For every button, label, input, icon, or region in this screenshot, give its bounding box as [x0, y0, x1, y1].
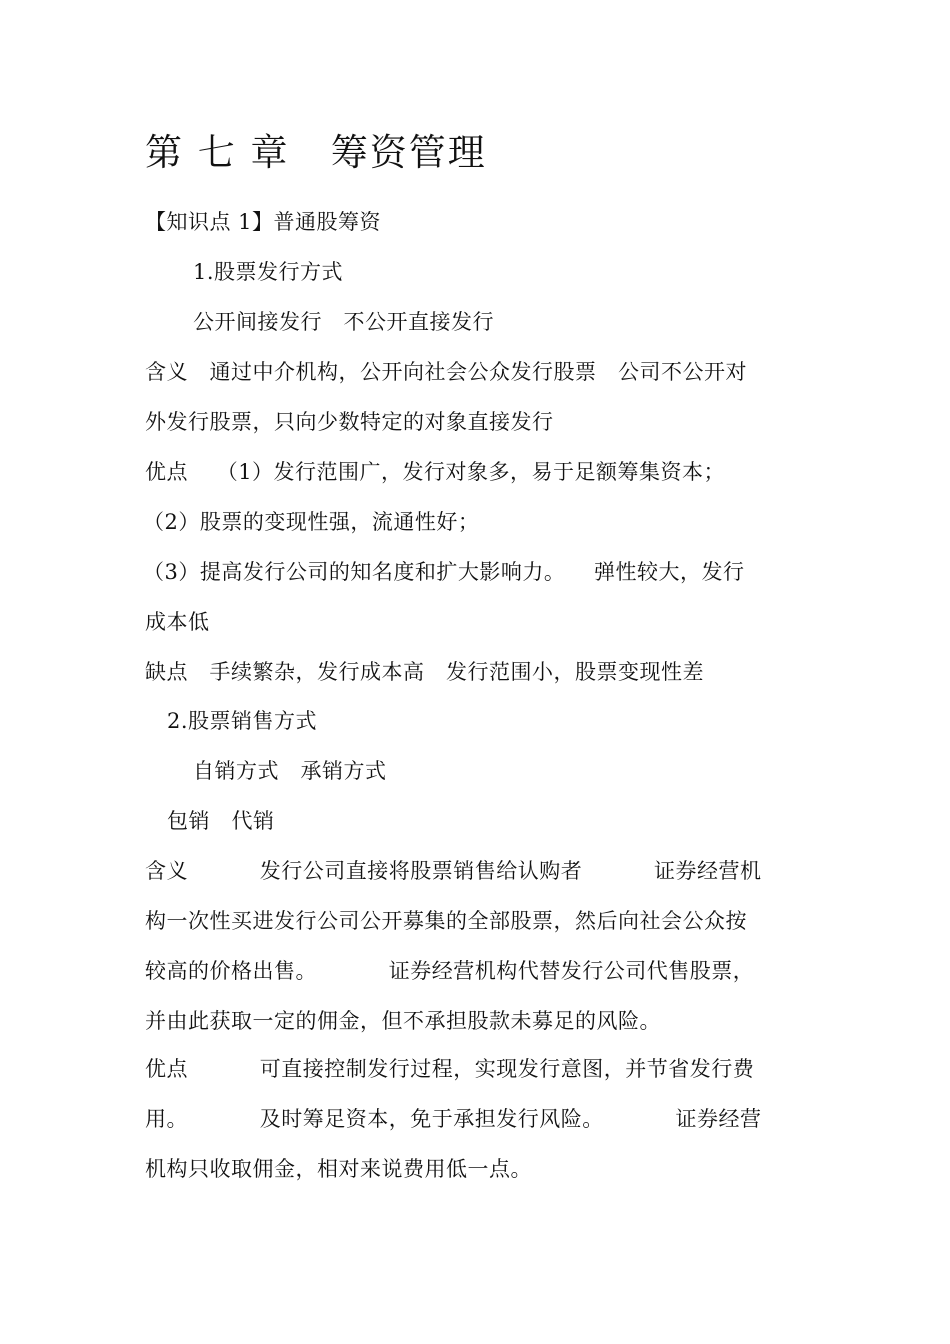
advantage-row-line: （2）股票的变现性强，流通性好；	[143, 510, 480, 534]
advantage-row-line: 用。 及时筹足资本，免于承担发行风险。 证券经营	[145, 1107, 762, 1131]
chapter-title: 第 七 章 筹资管理	[145, 131, 487, 174]
meaning-row-line: 含义 通过中介机构，公开向社会公众发行股票 公司不公开对	[145, 360, 748, 384]
disadvantage-row-line: 缺点 手续繁杂，发行成本高 发行范围小，股票变现性差	[145, 660, 705, 684]
advantage-row-line: 优点 （1）发行范围广，发行对象多，易于足额筹集资本；	[145, 460, 726, 484]
table-columns-issue-method: 公开间接发行 不公开直接发行	[193, 310, 495, 334]
advantage-row-line: （3）提高发行公司的知名度和扩大影响力。 弹性较大，发行	[143, 560, 745, 584]
meaning-row-line: 外发行股票，只向少数特定的对象直接发行	[145, 410, 554, 434]
table-subcolumns-sale-method: 包销 代销	[167, 809, 275, 833]
advantage-row-line: 成本低	[145, 610, 210, 634]
meaning-row-line: 构一次性买进发行公司公开募集的全部股票，然后向社会公众按	[145, 909, 747, 933]
subsection-heading-issue-method: 1.股票发行方式	[193, 260, 344, 284]
advantage-row-line: 优点 可直接控制发行过程，实现发行意图，并节省发行费	[145, 1057, 755, 1081]
subsection-heading-sale-method: 2.股票销售方式	[167, 709, 318, 733]
table-columns-sale-method: 自销方式 承销方式	[193, 759, 387, 783]
meaning-row-line: 较高的价格出售。 证券经营机构代替发行公司代售股票，	[145, 959, 755, 983]
meaning-row-line: 并由此获取一定的佣金，但不承担股款未募足的风险。	[145, 1009, 661, 1033]
advantage-row-line: 机构只收取佣金，相对来说费用低一点。	[145, 1157, 532, 1181]
meaning-row-line: 含义 发行公司直接将股票销售给认购者 证券经营机	[145, 859, 762, 883]
section-heading: 【知识点 1】普通股筹资	[145, 210, 382, 234]
